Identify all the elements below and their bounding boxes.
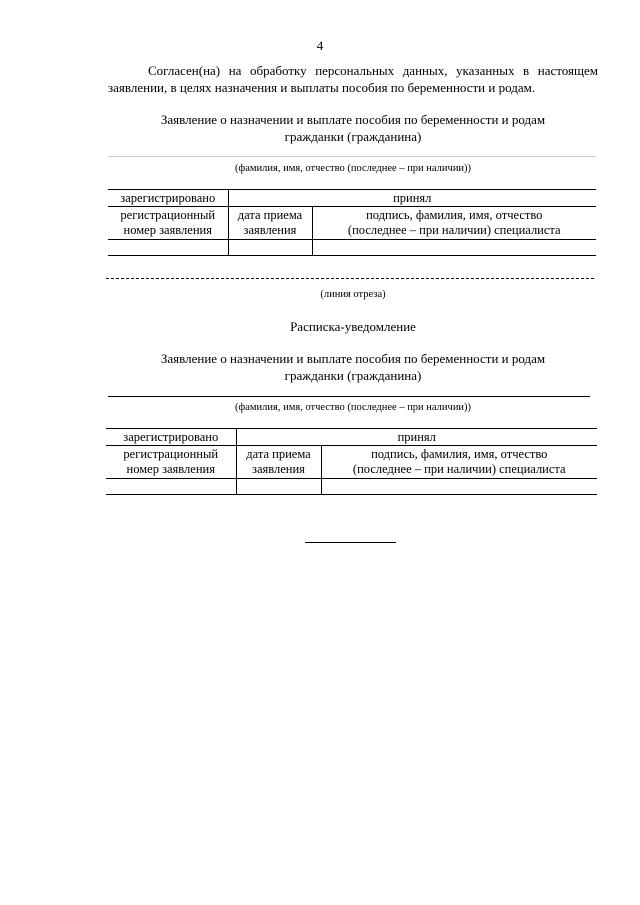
name-line bbox=[108, 156, 596, 157]
receipt-reg-number-line1: регистрационный bbox=[123, 447, 219, 461]
reg-number-line2: номер заявления bbox=[123, 223, 212, 237]
signature-line1: подпись, фамилия, имя, отчество bbox=[366, 208, 543, 222]
signature-cell bbox=[312, 240, 596, 256]
receipt-registered-header: зарегистрировано bbox=[106, 429, 236, 446]
application-title-line2: гражданки (гражданина) bbox=[284, 129, 422, 144]
date-header bbox=[228, 207, 312, 240]
date-cell bbox=[228, 240, 312, 256]
receipt-title-line1: Заявление о назначении и выплате пособия по беременности и родам bbox=[160, 351, 546, 366]
receipt-name-line bbox=[108, 396, 590, 397]
page-number: 4 bbox=[316, 38, 324, 53]
registration-table bbox=[108, 189, 596, 256]
receipt-reg-number-line2: номер заявления bbox=[126, 462, 215, 476]
receipt-name-caption: (фамилия, имя, отчество (последнее – при наличии)) bbox=[234, 402, 472, 413]
receipt-title-line2: гражданки (гражданина) bbox=[284, 368, 422, 383]
cut-line-caption: (линия отреза) bbox=[320, 289, 386, 300]
signature-line2: (последнее – при наличии) специалиста bbox=[347, 223, 561, 237]
reg-number-line1: регистрационный bbox=[120, 208, 216, 222]
name-caption: (фамилия, имя, отчество (последнее – при наличии)) bbox=[234, 163, 472, 174]
receipt-accepted-header: принял bbox=[236, 429, 597, 446]
reg-number-cell bbox=[108, 240, 228, 256]
receipt-date-cell bbox=[236, 479, 321, 495]
receipt-signature-line1: подпись, фамилия, имя, отчество bbox=[371, 447, 548, 461]
date-line1: дата приема bbox=[237, 208, 303, 222]
date-line2: заявления bbox=[243, 223, 297, 237]
application-title-line1: Заявление о назначении и выплате пособия по беременности и родам bbox=[160, 112, 546, 127]
registered-header: зарегистрировано bbox=[108, 190, 228, 207]
accepted-header: принял bbox=[228, 190, 596, 207]
application-title bbox=[108, 111, 598, 145]
receipt-reg-number-header bbox=[106, 446, 236, 479]
cut-line bbox=[106, 278, 594, 279]
receipt-signature-header bbox=[321, 446, 597, 479]
receipt-registration-table bbox=[106, 428, 597, 495]
receipt-signature-cell bbox=[321, 479, 597, 495]
receipt-date-line1: дата приема bbox=[246, 447, 311, 461]
receipt-date-header bbox=[236, 446, 321, 479]
receipt-heading: Расписка-уведомление bbox=[290, 319, 416, 334]
end-line bbox=[305, 542, 396, 543]
receipt-title bbox=[108, 350, 598, 384]
receipt-date-line2: заявления bbox=[252, 462, 305, 476]
receipt-signature-line2: (последнее – при наличии) специалиста bbox=[352, 462, 566, 476]
reg-number-header bbox=[108, 207, 228, 240]
receipt-reg-number-cell bbox=[106, 479, 236, 495]
signature-header bbox=[312, 207, 596, 240]
consent-text: Согласен(на) на обработку персональных данных, указанных в настоящем заявлении, в целях назначения и выплаты пособия по беременности и родам. bbox=[108, 63, 598, 95]
